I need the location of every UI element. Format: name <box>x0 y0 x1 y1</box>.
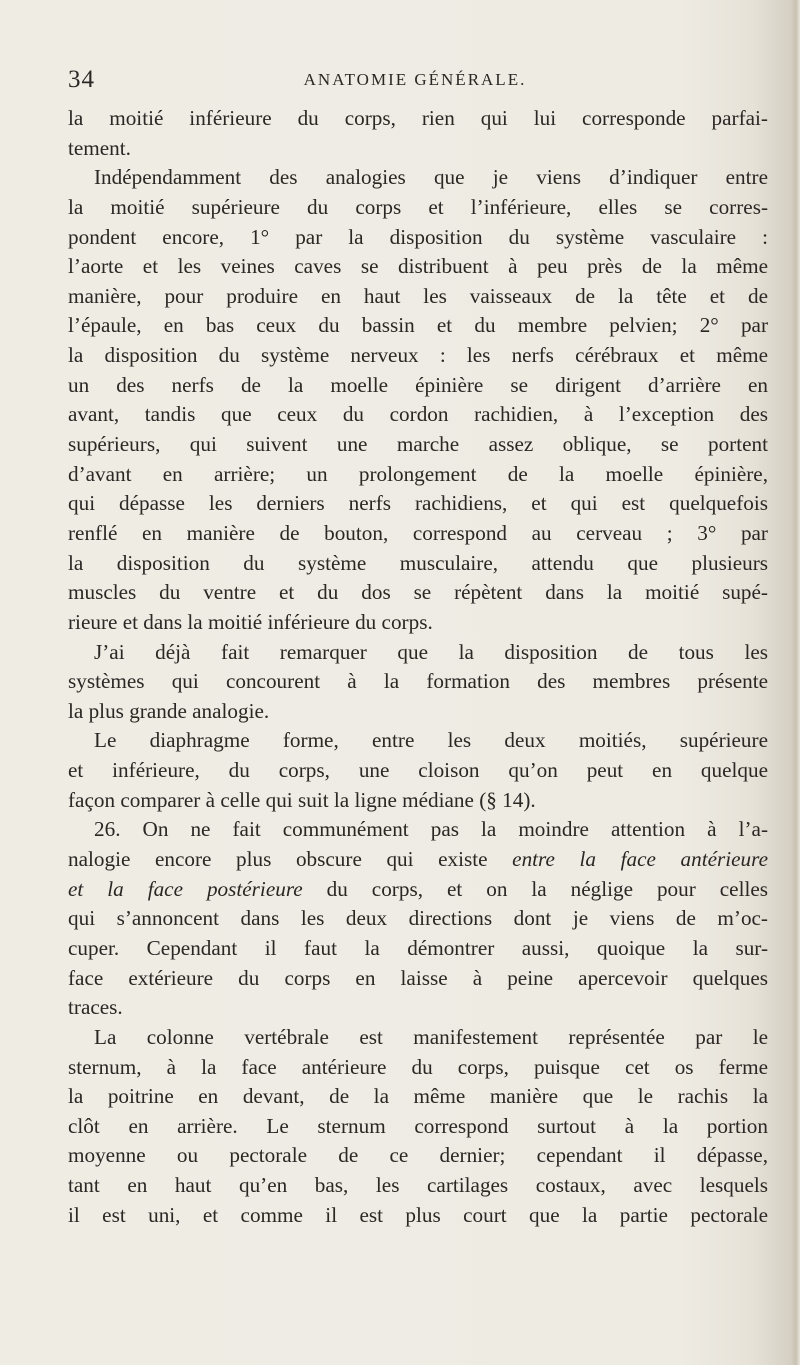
text-line: J’ai déjà fait remarquer que la disposition de tous les <box>94 639 768 664</box>
text-line: la plus grande analogie. <box>68 698 270 723</box>
text-line: traces. <box>68 995 123 1020</box>
text-line: avant, tandis que ceux du cordon rachidien, à l’exception des <box>68 402 768 427</box>
page-edge-shadow <box>790 0 800 1365</box>
text-line: cuper. Cependant il faut la démontrer aussi, quoique la sur- <box>68 935 768 960</box>
text-line: rieure et dans la moitié inférieure du corps. <box>68 609 433 634</box>
text-line: la moitié inférieure du corps, rien qui lui corresponde parfai- <box>68 106 768 130</box>
text-line: la disposition du système musculaire, attendu que plusieurs <box>68 550 768 575</box>
italic-phrase: et la face postérieure <box>68 876 303 901</box>
text-line: l’aorte et les veines caves se distribuent à peu près de la même <box>68 254 768 279</box>
text-line: sternum, à la face antérieure du corps, puisque cet os ferme <box>68 1054 768 1079</box>
page-number: 34 <box>68 66 95 93</box>
text-line: 26. On ne fait communément pas la moindre attention à l’a- <box>94 817 768 842</box>
running-title: ANATOMIE GÉNÉRALE. <box>303 70 527 89</box>
text-line: tement. <box>68 135 131 160</box>
text-line: manière, pour produire en haut les vaisseaux de la tête et de <box>68 283 768 308</box>
text-line: qui s’annoncent dans les deux directions dont je viens de m’oc- <box>68 906 768 931</box>
italic-phrase: entre la face antérieure <box>512 847 768 872</box>
text-line: moyenne ou pectorale de ce dernier; cependant il dépasse, <box>68 1143 768 1168</box>
text-line: la poitrine en devant, de la même manière que le rachis la <box>68 1084 768 1109</box>
text-line: clôt en arrière. Le sternum correspond surtout à la portion <box>68 1113 768 1138</box>
text-line: la moitié supérieure du corps et l’inférieure, elles se corres- <box>68 194 768 219</box>
text-line: un des nerfs de la moelle épinière se dirigent d’arrière en <box>68 372 768 397</box>
text-line: systèmes qui concourent à la formation des membres présente <box>68 669 768 694</box>
text-line: pondent encore, 1° par la disposition du système vasculaire : <box>68 224 768 249</box>
text-line: muscles du ventre et du dos se répètent dans la moitié supé- <box>68 580 768 605</box>
text-line: supérieurs, qui suivent une marche assez oblique, se portent <box>68 432 768 457</box>
text-line: la disposition du système nerveux : les nerfs cérébraux et même <box>68 343 768 368</box>
text-line: La colonne vertébrale est manifestement représentée par le <box>94 1024 768 1049</box>
text-line: l’épaule, en bas ceux du bassin et du membre pelvien; 2° par <box>68 313 768 338</box>
text-line: renflé en manière de bouton, correspond au cerveau ; 3° par <box>68 520 768 545</box>
text-line: Le diaphragme forme, entre les deux moitiés, supérieure <box>94 728 768 753</box>
text-line: face extérieure du corps en laisse à peine apercevoir quelques <box>68 965 768 990</box>
page-header <box>68 66 762 98</box>
text-line: d’avant en arrière; un prolongement de la moelle épinière, <box>68 461 768 486</box>
text-line: Indépendamment des analogies que je viens d’indiquer entre <box>94 165 768 190</box>
text-line: tant en haut qu’en bas, les cartilages costaux, avec lesquels <box>68 1173 768 1198</box>
text-line: il est uni, et comme il est plus court que la partie pectorale <box>68 1202 768 1227</box>
text-line-with-italic <box>68 875 768 905</box>
text-line-with-italic <box>68 845 768 875</box>
text-run: nalogie encore plus obscure qui existe <box>68 847 513 872</box>
text-line: et inférieure, du corps, une cloison qu’on peut en quelque <box>68 758 768 783</box>
body-text <box>68 104 768 1230</box>
text-line: façon comparer à celle qui suit la ligne médiane (§ 14). <box>68 787 536 812</box>
text-run: du corps, et on la néglige pour celles <box>302 876 769 901</box>
text-line: qui dépasse les derniers nerfs rachidiens, et qui est quelquefois <box>68 491 768 516</box>
